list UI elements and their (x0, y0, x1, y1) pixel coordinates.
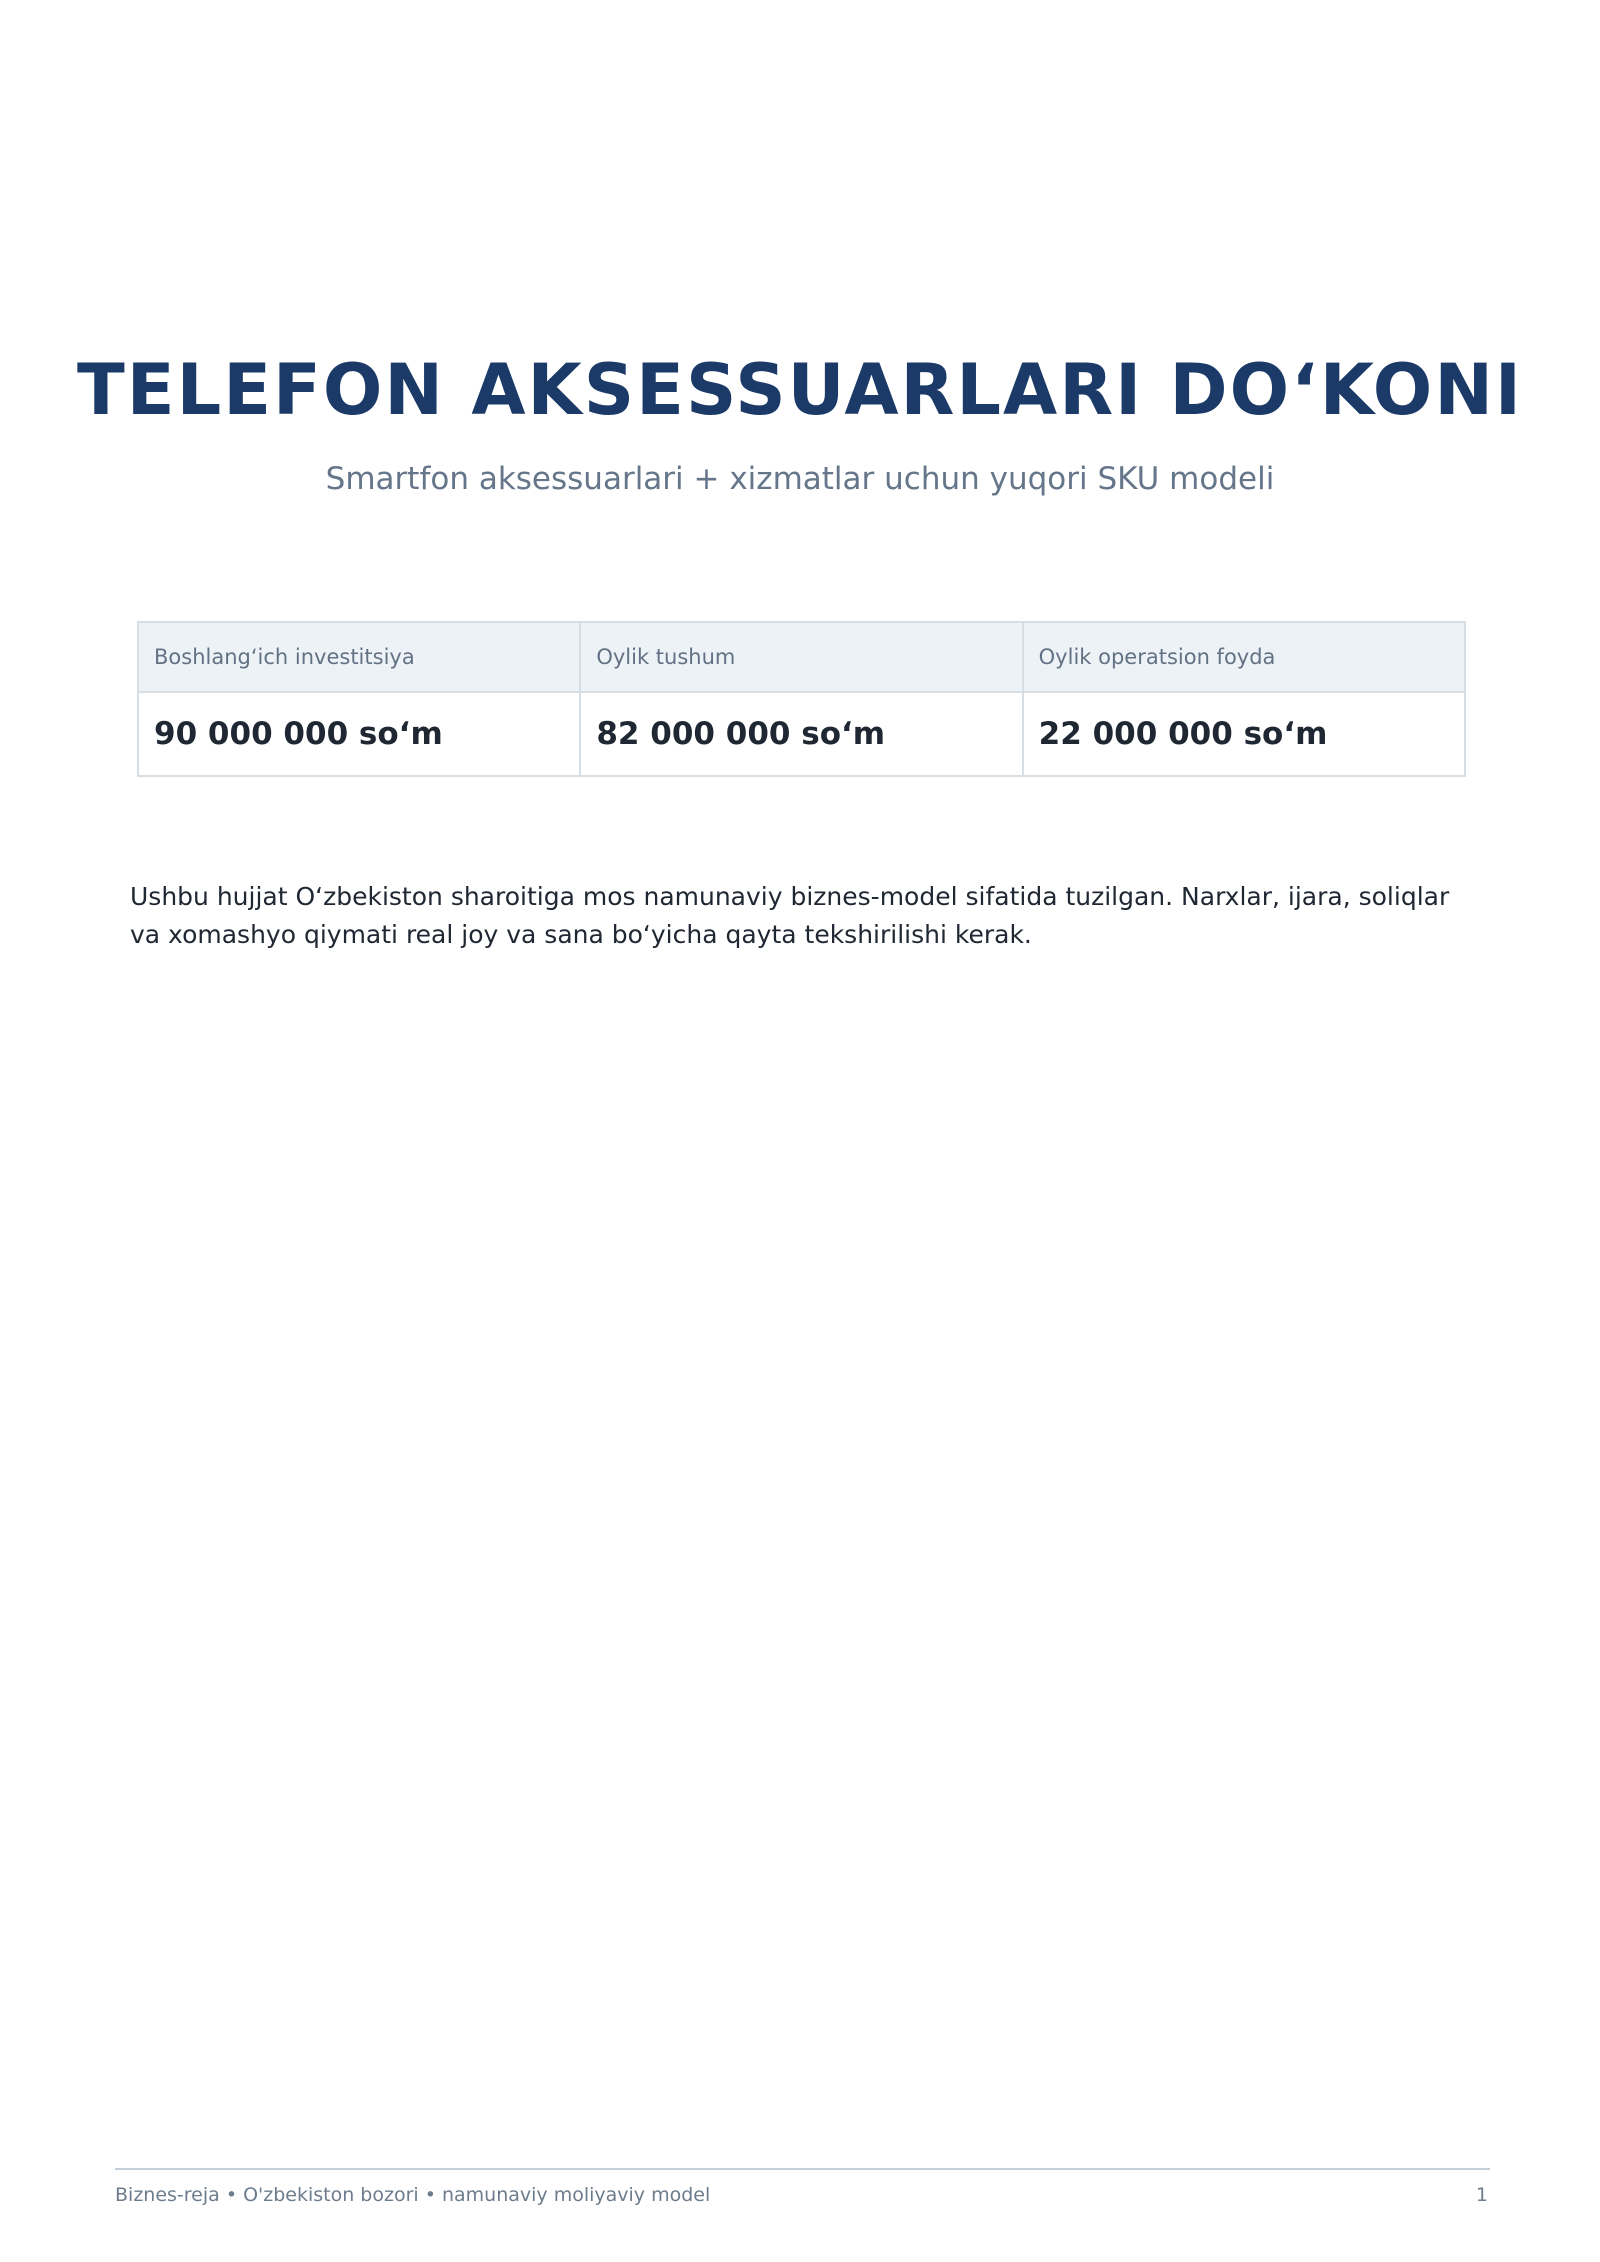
page-subtitle: Smartfon aksessuarlari + xizmatlar uchun yuqori SKU modeli (325, 461, 1275, 497)
kpi-value-initial-investment: 90 000 000 so‘m (138, 692, 580, 776)
footer-divider (115, 2168, 1490, 2170)
kpi-table-body (138, 692, 1465, 776)
kpi-label-row (138, 622, 1465, 692)
page-title: TELEFON AKSESSUARLARI DO‘KONI (77, 349, 1523, 431)
intro-paragraph: Ushbu hujjat O‘zbekiston sharoitiga mos namunaviy biznes-model sifatida tuzilgan. Narxlar, ijara, soliqlar va xomashyo qiymati real joy va sana bo‘yicha qayta tekshirilishi kerak. (130, 882, 1450, 949)
kpi-table-header (138, 622, 1465, 692)
kpi-value-monthly-operating-profit: 22 000 000 so‘m (1023, 692, 1465, 776)
footer-text: Biznes-reja • O'zbekiston bozori • namunaviy moliyaviy model (115, 2184, 711, 2206)
kpi-table (137, 621, 1466, 777)
page-number: 1 (1475, 2184, 1488, 2206)
kpi-label-monthly-revenue: Oylik tushum (580, 622, 1022, 692)
kpi-label-monthly-operating-profit: Oylik operatsion foyda (1023, 622, 1465, 692)
kpi-value-monthly-revenue: 82 000 000 so‘m (580, 692, 1022, 776)
kpi-label-initial-investment: Boshlang‘ich investitsiya (138, 622, 580, 692)
kpi-value-row (138, 692, 1465, 776)
